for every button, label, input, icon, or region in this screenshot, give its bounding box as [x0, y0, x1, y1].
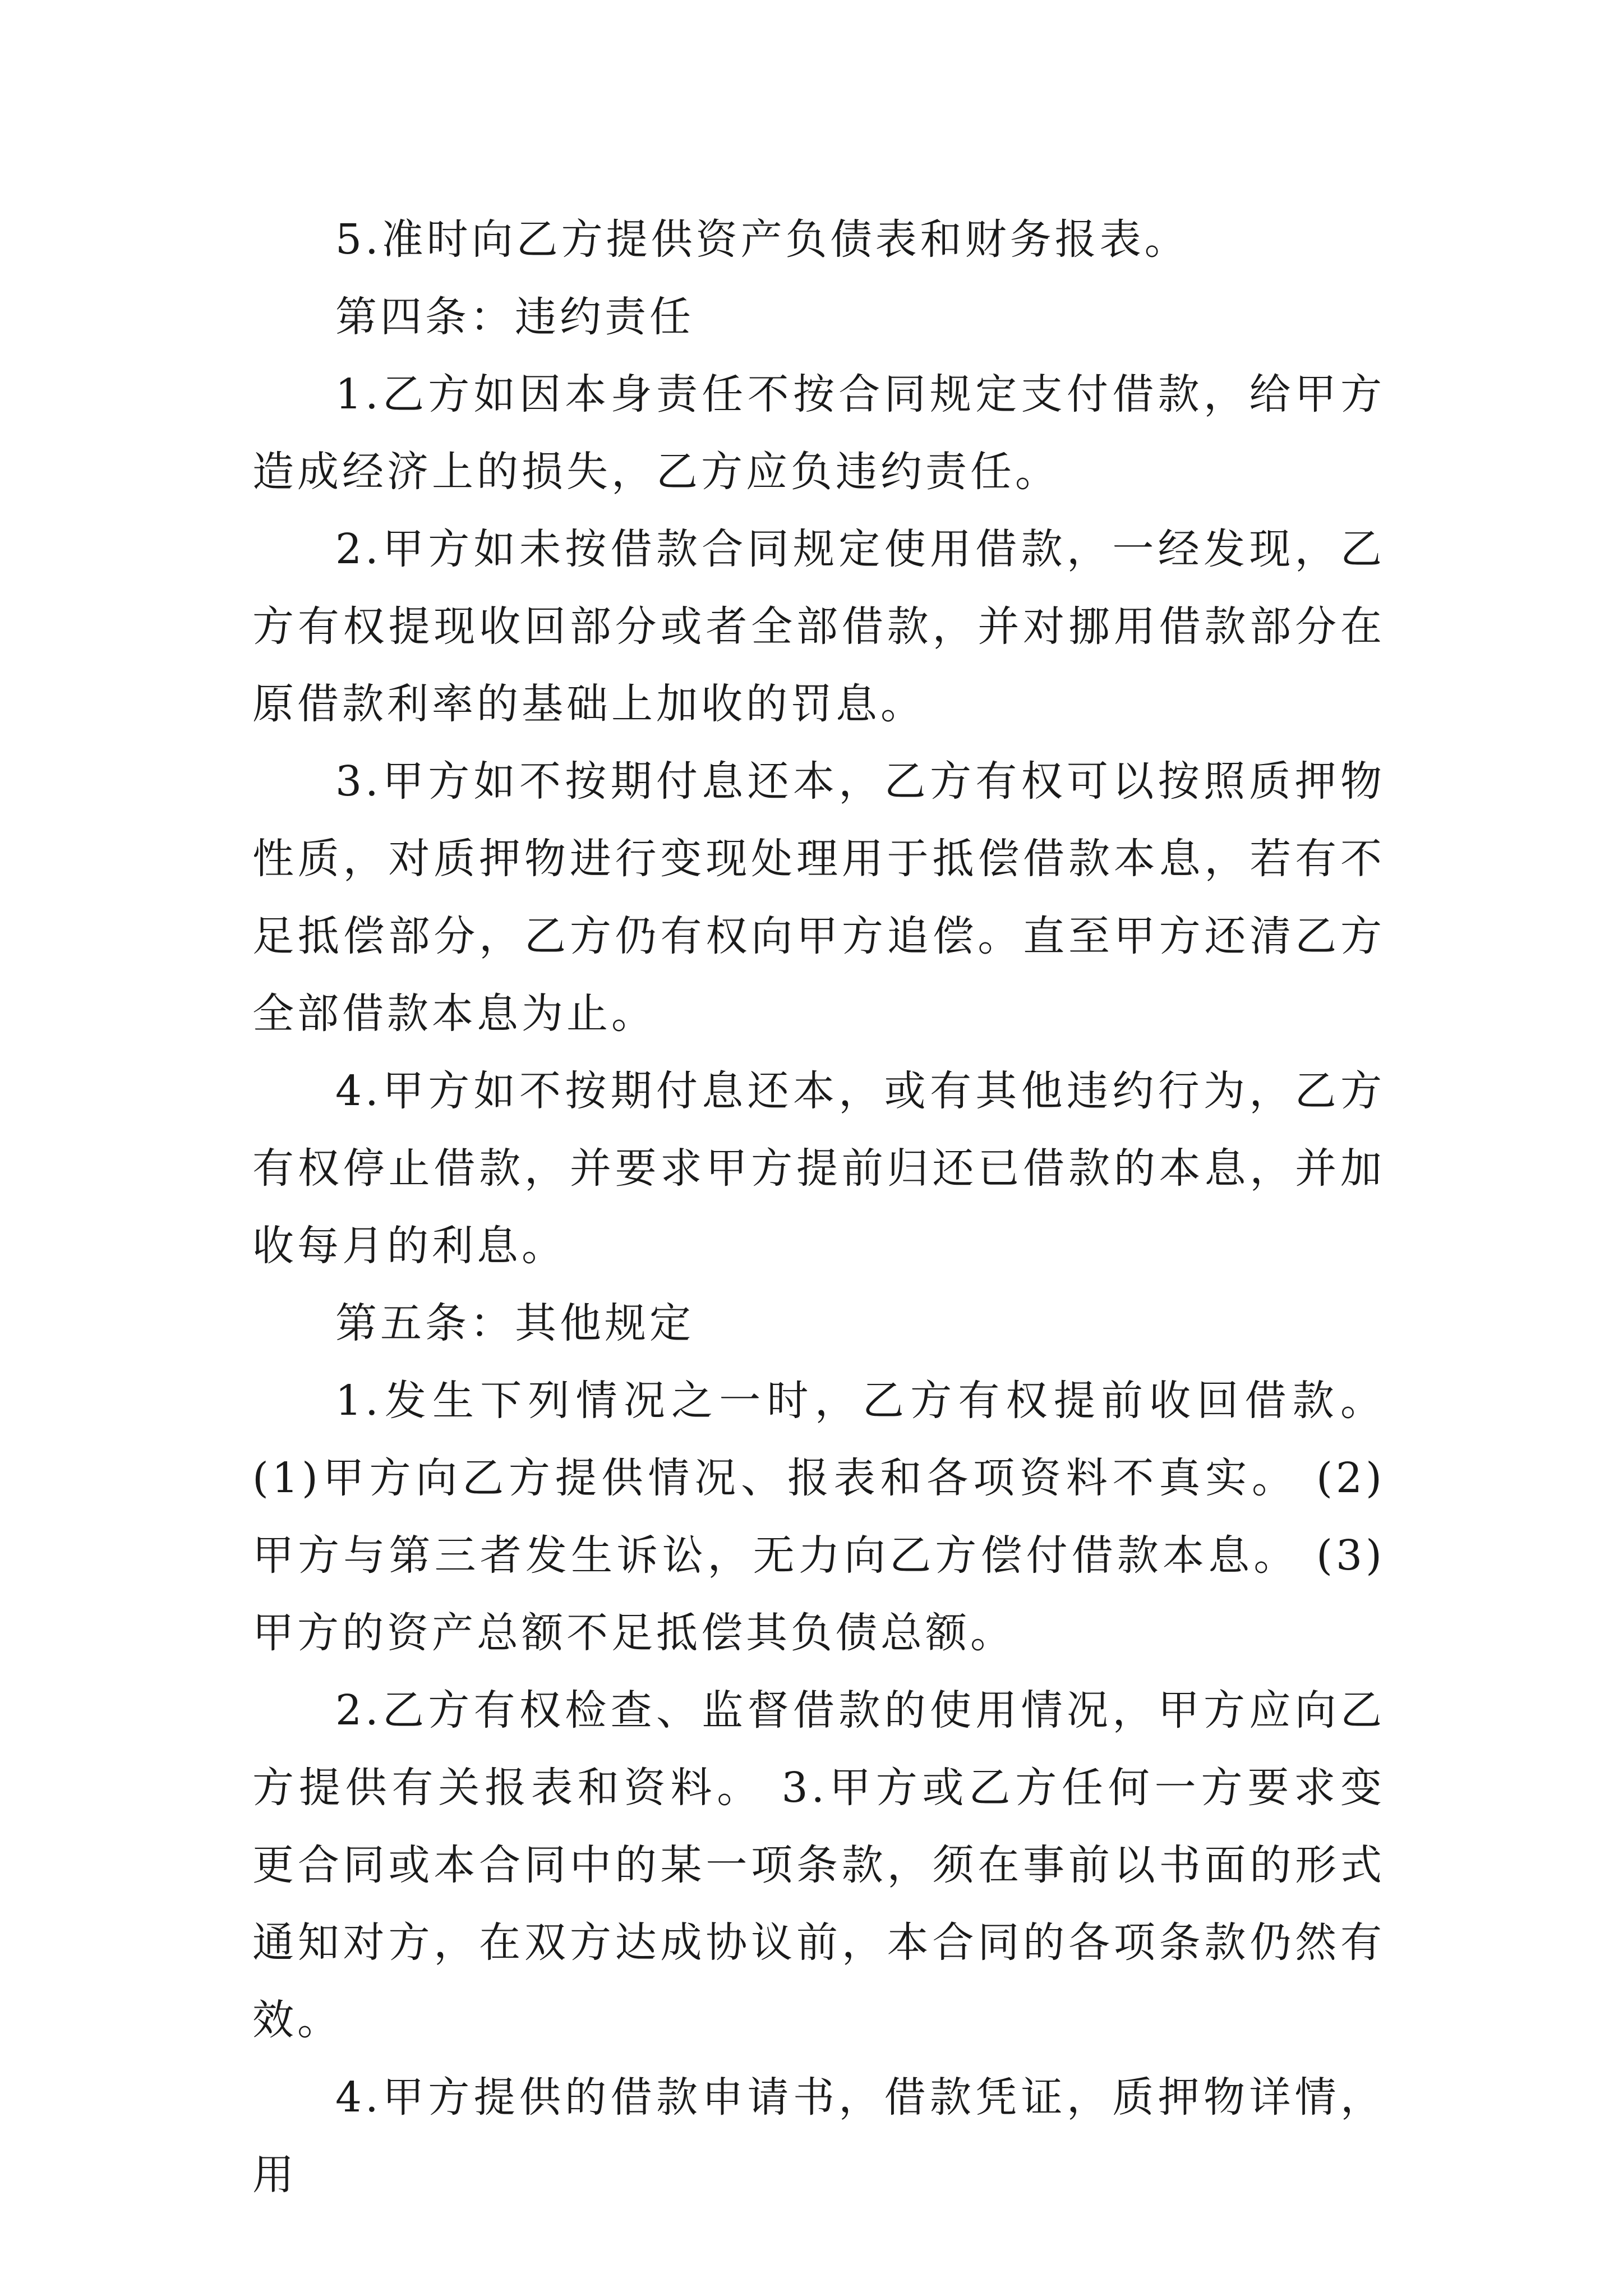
paragraph-article-5-item-1: 1.发生下列情况之一时，乙方有权提前收回借款。 (1)甲方向乙方提供情况、报表和各项资料不真实。 (2)甲方与第三者发生诉讼，无力向乙方偿付借款本息。 (3)甲方的资产总额不足抵偿其负债总额。	[252, 1377, 1385, 1657]
paragraph-article-4-item-2: 2.甲方如未按借款合同规定使用借款，一经发现，乙方有权提现收回部分或者全部借款，并对挪用借款部分在原借款利率的基础上加收的罚息。	[252, 525, 1385, 728]
paragraph-article-4-item-4: 4.甲方如不按期付息还本，或有其他违约行为，乙方有权停止借款，并要求甲方提前归还已借款的本息，并加收每月的利息。	[252, 1067, 1385, 1270]
paragraph-article-4-item-1: 1.乙方如因本身责任不按合同规定支付借款，给甲方造成经济上的损失，乙方应负违约责任。	[252, 370, 1385, 496]
paragraph-clause-3-item-5: 5.准时向乙方提供资产负债表和财务报表。	[335, 215, 1189, 264]
heading-article-4: 第四条：违约责任	[335, 293, 694, 341]
paragraph-article-5-item-4: 4.甲方提供的借款申请书，借款凭证，质押物详情，用	[252, 2073, 1385, 2199]
document-body	[252, 201, 1385, 2214]
paragraph-article-5-item-2: 2.乙方有权检查、监督借款的使用情况，甲方应向乙方提供有关报表和资料。 3.甲方或乙方任何一方要求变更合同或本合同中的某一项条款，须在事前以书面的形式通知对方，在双方达成协议前，本合同的各项条款仍然有效。	[252, 1686, 1385, 2044]
paragraph-article-4-item-3: 3.甲方如不按期付息还本，乙方有权可以按照质押物性质，对质押物进行变现处理用于抵偿借款本息，若有不足抵偿部分，乙方仍有权向甲方追偿。直至甲方还清乙方全部借款本息为止。	[252, 757, 1385, 1038]
heading-article-5: 第五条：其他规定	[335, 1299, 694, 1347]
